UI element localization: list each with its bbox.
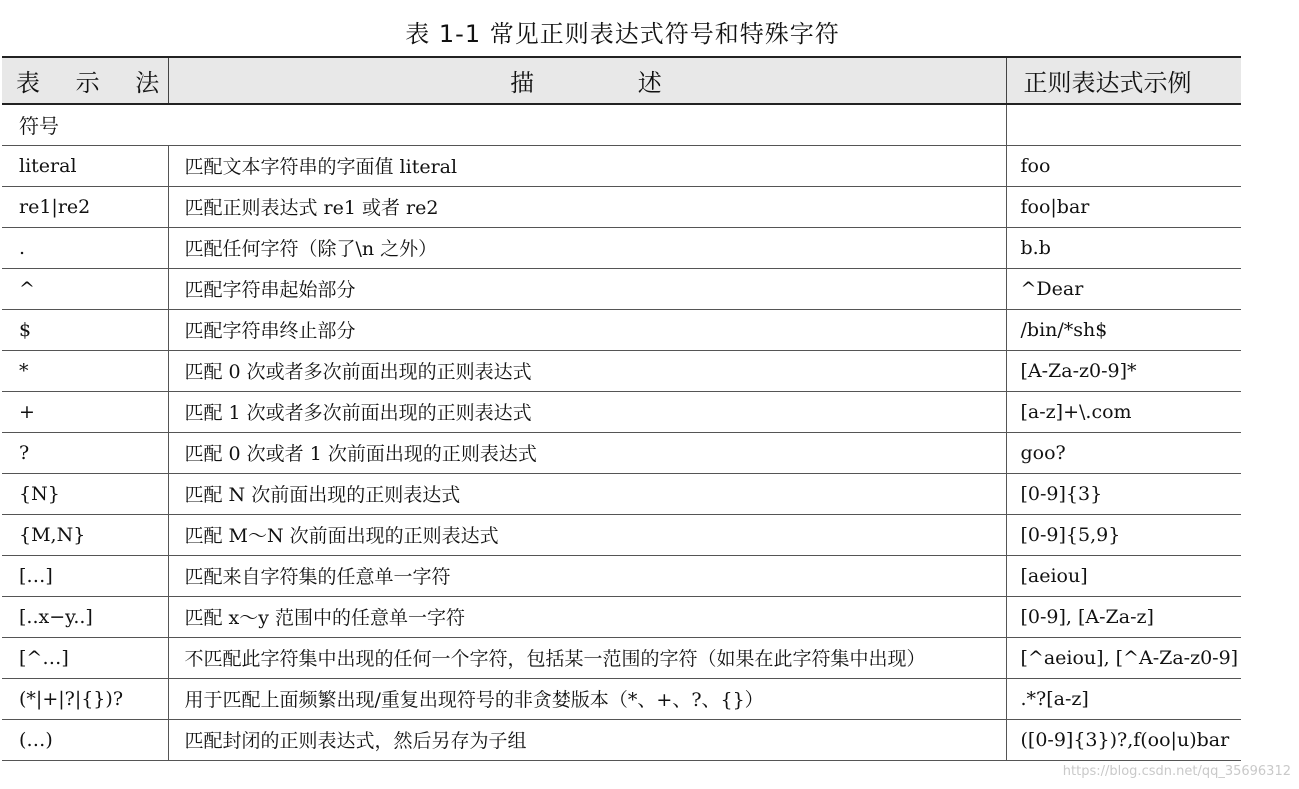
table-row <box>2 227 1241 268</box>
example-cell: [0-9]{5,9} <box>1006 514 1241 555</box>
symbol-cell: ^ <box>2 268 168 309</box>
example-cell: /bin/*sh$ <box>1006 309 1241 350</box>
table-row <box>2 309 1241 350</box>
table-row <box>2 268 1241 309</box>
example-cell: [A-Za-z0-9]* <box>1006 350 1241 391</box>
table-row <box>2 145 1241 186</box>
symbol-cell: (*|+|?|{})? <box>2 678 168 719</box>
table-row <box>2 678 1241 719</box>
section-blank-cell <box>1006 104 1241 145</box>
table-row <box>2 719 1241 760</box>
example-cell: [0-9], [A-Za-z] <box>1006 596 1241 637</box>
symbol-cell: {N} <box>2 473 168 514</box>
header-example: 正则表达式示例 <box>1006 57 1241 104</box>
symbol-cell: re1|re2 <box>2 186 168 227</box>
description-cell: 匹配封闭的正则表达式，然后另存为子组 <box>168 719 1006 760</box>
example-cell: ([0-9]{3})?,f(oo|u)bar <box>1006 719 1241 760</box>
table-row <box>2 514 1241 555</box>
example-cell: [aeiou] <box>1006 555 1241 596</box>
example-cell: [a-z]+\.com <box>1006 391 1241 432</box>
example-cell: .*?[a-z] <box>1006 678 1241 719</box>
symbol-cell: [^…] <box>2 637 168 678</box>
description-cell: 匹配来自字符集的任意单一字符 <box>168 555 1006 596</box>
example-cell: [^aeiou], [^A-Za-z0-9] <box>1006 637 1241 678</box>
symbol-cell: […] <box>2 555 168 596</box>
table-row <box>2 432 1241 473</box>
section-label: 符号 <box>2 104 1006 145</box>
example-cell: foo <box>1006 145 1241 186</box>
symbol-cell: * <box>2 350 168 391</box>
example-cell: foo|bar <box>1006 186 1241 227</box>
table-row <box>2 596 1241 637</box>
example-cell: [0-9]{3} <box>1006 473 1241 514</box>
description-cell: 匹配 N 次前面出现的正则表达式 <box>168 473 1006 514</box>
description-cell: 匹配 1 次或者多次前面出现的正则表达式 <box>168 391 1006 432</box>
symbol-cell: $ <box>2 309 168 350</box>
example-cell: goo? <box>1006 432 1241 473</box>
symbol-cell: . <box>2 227 168 268</box>
table-row <box>2 350 1241 391</box>
description-cell: 匹配 0 次或者 1 次前面出现的正则表达式 <box>168 432 1006 473</box>
description-cell: 匹配正则表达式 re1 或者 re2 <box>168 186 1006 227</box>
description-cell: 匹配 M～N 次前面出现的正则表达式 <box>168 514 1006 555</box>
table-row <box>2 473 1241 514</box>
symbol-cell: ? <box>2 432 168 473</box>
table-caption: 表 1-1 常见正则表达式符号和特殊字符 <box>405 20 840 48</box>
description-cell: 匹配字符串终止部分 <box>168 309 1006 350</box>
symbol-cell: literal <box>2 145 168 186</box>
description-cell: 匹配 0 次或者多次前面出现的正则表达式 <box>168 350 1006 391</box>
header-row <box>2 57 1241 104</box>
table-row <box>2 637 1241 678</box>
header-notation: 表 示 法 <box>2 57 168 104</box>
section-row <box>2 104 1241 145</box>
symbol-cell: + <box>2 391 168 432</box>
table-row <box>2 186 1241 227</box>
symbol-cell: {M,N} <box>2 514 168 555</box>
header-description: 描 述 <box>168 57 1006 104</box>
example-cell: ^Dear <box>1006 268 1241 309</box>
description-cell: 匹配任何字符（除了\n 之外） <box>168 227 1006 268</box>
description-cell: 匹配 x～y 范围中的任意单一字符 <box>168 596 1006 637</box>
table-row <box>2 391 1241 432</box>
regex-symbols-table <box>2 56 1241 761</box>
description-cell: 匹配文本字符串的字面值 literal <box>168 145 1006 186</box>
example-cell: b.b <box>1006 227 1241 268</box>
table-row <box>2 555 1241 596</box>
watermark-url: https://blog.csdn.net/qq_35696312 <box>1062 764 1291 779</box>
symbol-cell: (…) <box>2 719 168 760</box>
description-cell: 不匹配此字符集中出现的任何一个字符，包括某一范围的字符（如果在此字符集中出现） <box>168 637 1006 678</box>
symbol-cell: [..x−y..] <box>2 596 168 637</box>
description-cell: 用于匹配上面频繁出现/重复出现符号的非贪婪版本（*、+、?、{}） <box>168 678 1006 719</box>
description-cell: 匹配字符串起始部分 <box>168 268 1006 309</box>
